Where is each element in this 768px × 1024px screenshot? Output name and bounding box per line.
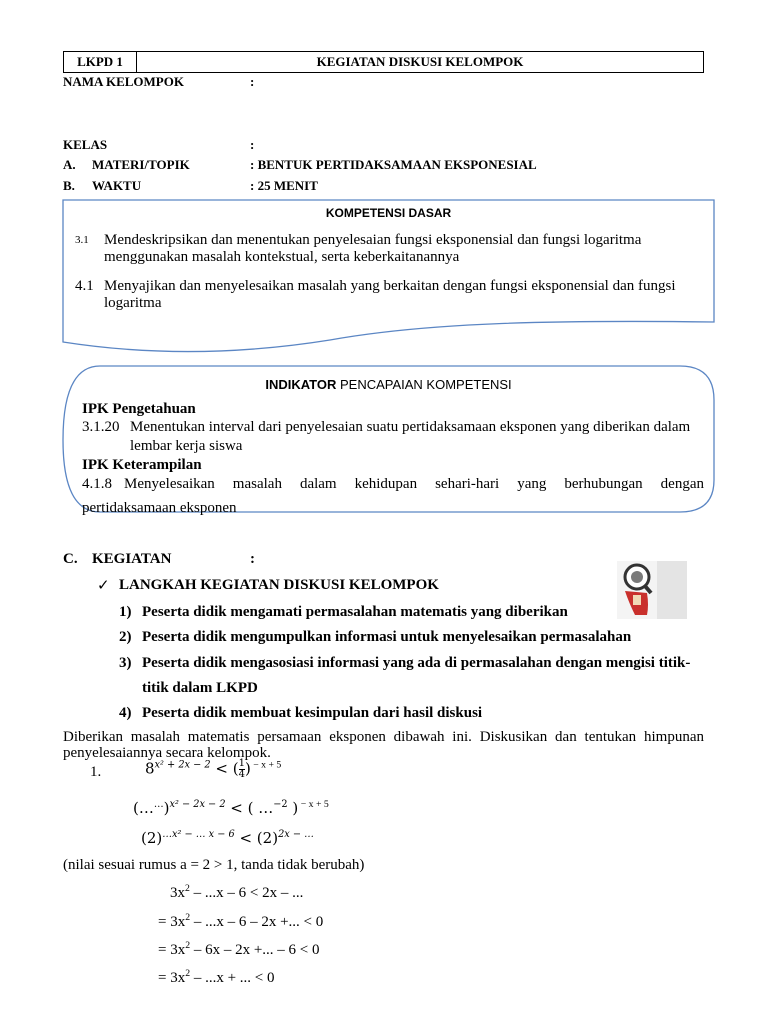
kd-title: KOMPETENSI DASAR <box>325 206 452 220</box>
ipk-title-bold: INDIKATOR <box>265 377 337 392</box>
eq2-close: ) <box>287 799 299 817</box>
kd-item2-line1: Menyajikan dan menyelesaikan masalah yang berkaitan dengan fungsi eksponensial dan fungsi <box>104 278 676 294</box>
kd-item2-line2: logaritma <box>104 295 162 311</box>
ipk-k-num: 4.1.8 <box>82 476 112 492</box>
nama-kelompok-label: NAMA KELOMPOK <box>63 74 184 89</box>
step-4-text: Peserta didik membuat kesimpulan dari hasil diskusi <box>142 705 483 721</box>
kd-frame <box>63 200 714 352</box>
eq3-mid: < (2) <box>234 829 279 847</box>
eq1-close: ) <box>244 759 251 778</box>
work-line-1-pre: 3x <box>170 885 185 901</box>
work-line-2-pre: = 3x <box>158 914 186 930</box>
work-line-1 <box>170 885 303 902</box>
step-2-text: Peserta didik mengumpulkan informasi untuk menyelesaikan permasalahan <box>142 629 632 645</box>
step-1-text: Peserta didik mengamati permasalahan matematis yang diberikan <box>142 604 568 620</box>
equation-3 <box>141 829 314 847</box>
checkmark-icon: ✓ <box>97 576 110 594</box>
work-line-3-sup: 2 <box>185 940 191 951</box>
nama-kelompok-sep: : <box>250 74 255 89</box>
ipk-p-num: 3.1.20 <box>82 419 120 435</box>
step-3-text: Peserta didik mengasosiasi informasi yang ada di permasalahan dengan mengisi titik- <box>142 655 691 671</box>
kelas-sep: : <box>250 137 255 152</box>
work-line-1-sup: 2 <box>185 883 190 894</box>
ipk-title <box>63 377 714 392</box>
rule-note: (nilai sesuai rumus a = 2 > 1, tanda tidak berubah) <box>63 857 365 873</box>
step-1-num: 1) <box>119 604 132 620</box>
ipk-title-rest: PENCAPAIAN KOMPETENSI <box>336 377 512 392</box>
problem-intro-line2: penyelesaiannya secara kelompok. <box>63 745 271 761</box>
work-line-4-post: – ...x + ... < 0 <box>190 970 275 986</box>
step-3-num: 3) <box>119 655 132 671</box>
work-line-2 <box>158 914 323 931</box>
eq3-exp: …x² − … x − 6 <box>162 829 235 840</box>
work-line-2-sup: 2 <box>185 912 191 923</box>
work-line-4 <box>158 970 275 987</box>
magnifier-illustration-icon <box>617 561 687 619</box>
eq2-rexp: − x + 5 <box>298 799 329 810</box>
kd-item1-line2: menggunakan masalah kontekstual, serta keberkaitanannya <box>104 249 460 265</box>
waktu-label: WAKTU <box>92 178 142 193</box>
ipk-k-line1: Menyelesaikan masalah dalam kehidupan sehari-hari yang berhubungan dengan <box>124 476 704 492</box>
kegiatan-letter: C. <box>63 551 78 567</box>
work-line-3 <box>158 942 320 959</box>
eq2-mid: < ( … <box>225 799 274 817</box>
work-line-3-post: – 6x – 2x +... – 6 < 0 <box>190 942 320 958</box>
eq2-left-sup: … <box>153 799 164 810</box>
ipk-pengetahuan-label: IPK Pengetahuan <box>82 401 196 417</box>
kegiatan-sep: : <box>250 551 255 567</box>
equation-2 <box>133 799 329 817</box>
materi-label: MATERI/TOPIK <box>92 157 190 172</box>
materi-value: : BENTUK PERTIDAKSAMAAN EKSPONESIAL <box>250 157 537 172</box>
eq2-left-close: ) <box>163 799 170 817</box>
ipk-keterampilan-label: IPK Keterampilan <box>82 457 202 473</box>
kd-item2-num: 4.1 <box>75 278 94 294</box>
work-line-1-post: – ...x – 6 < 2x – ... <box>189 885 304 901</box>
ipk-k-line2: pertidaksamaan eksponen <box>82 500 237 516</box>
kelas-label: KELAS <box>63 137 108 152</box>
kegiatan-subtitle: LANGKAH KEGIATAN DISKUSI KELOMPOK <box>119 577 439 593</box>
kd-item1-num: 3.1 <box>75 234 89 246</box>
eq3-left: (2) <box>141 829 163 847</box>
kegiatan-label: KEGIATAN <box>92 551 172 567</box>
equation-1 <box>145 759 281 780</box>
header-table <box>63 51 704 73</box>
eq1-frac-den: 4 <box>238 769 245 780</box>
work-line-4-pre: = 3x <box>158 970 186 986</box>
eq1-exp: x² + 2x − 2 <box>154 759 211 771</box>
step-2-num: 2) <box>119 629 132 645</box>
ipk-p-line2: lembar kerja siswa <box>130 438 243 454</box>
eq1-frac-num: 1 <box>238 758 245 769</box>
work-line-4-sup: 2 <box>185 968 191 979</box>
waktu-letter: B. <box>63 178 75 193</box>
waktu-value: : 25 MENIT <box>250 178 318 193</box>
step-3-text-cont: titik dalam LKPD <box>142 680 258 696</box>
step-4-num: 4) <box>119 705 132 721</box>
eq2-left: (… <box>133 799 154 817</box>
work-line-2-post: – ...x – 6 – 2x +... < 0 <box>190 914 324 930</box>
eq3-rexp: 2x − … <box>278 829 314 840</box>
work-line-3-pre: = 3x <box>158 942 186 958</box>
ipk-p-line1: Menentukan interval dari penyelesaian suatu pertidaksamaan eksponen yang diberikan dalam <box>130 419 691 435</box>
header-title: KEGIATAN DISKUSI KELOMPOK <box>316 54 524 69</box>
eq2-exp: x² − 2x − 2 <box>169 799 226 810</box>
problem-number: 1. <box>90 764 102 780</box>
lkpd-code: LKPD 1 <box>64 52 137 72</box>
eq2-mid-sup: −2 <box>273 799 288 810</box>
eq1-rexp: − x + 5 <box>250 759 282 771</box>
eq1-base: 8 <box>145 759 155 778</box>
problem-intro-line1: Diberikan masalah matematis persamaan eksponen dibawah ini. Diskusikan dan tentukan himpunan <box>63 729 704 745</box>
eq1-lt: < ( <box>210 759 239 778</box>
kd-item1-line1: Mendeskripsikan dan menentukan penyelesaian fungsi eksponensial dan fungsi logaritma <box>104 232 642 248</box>
materi-letter: A. <box>63 157 76 172</box>
